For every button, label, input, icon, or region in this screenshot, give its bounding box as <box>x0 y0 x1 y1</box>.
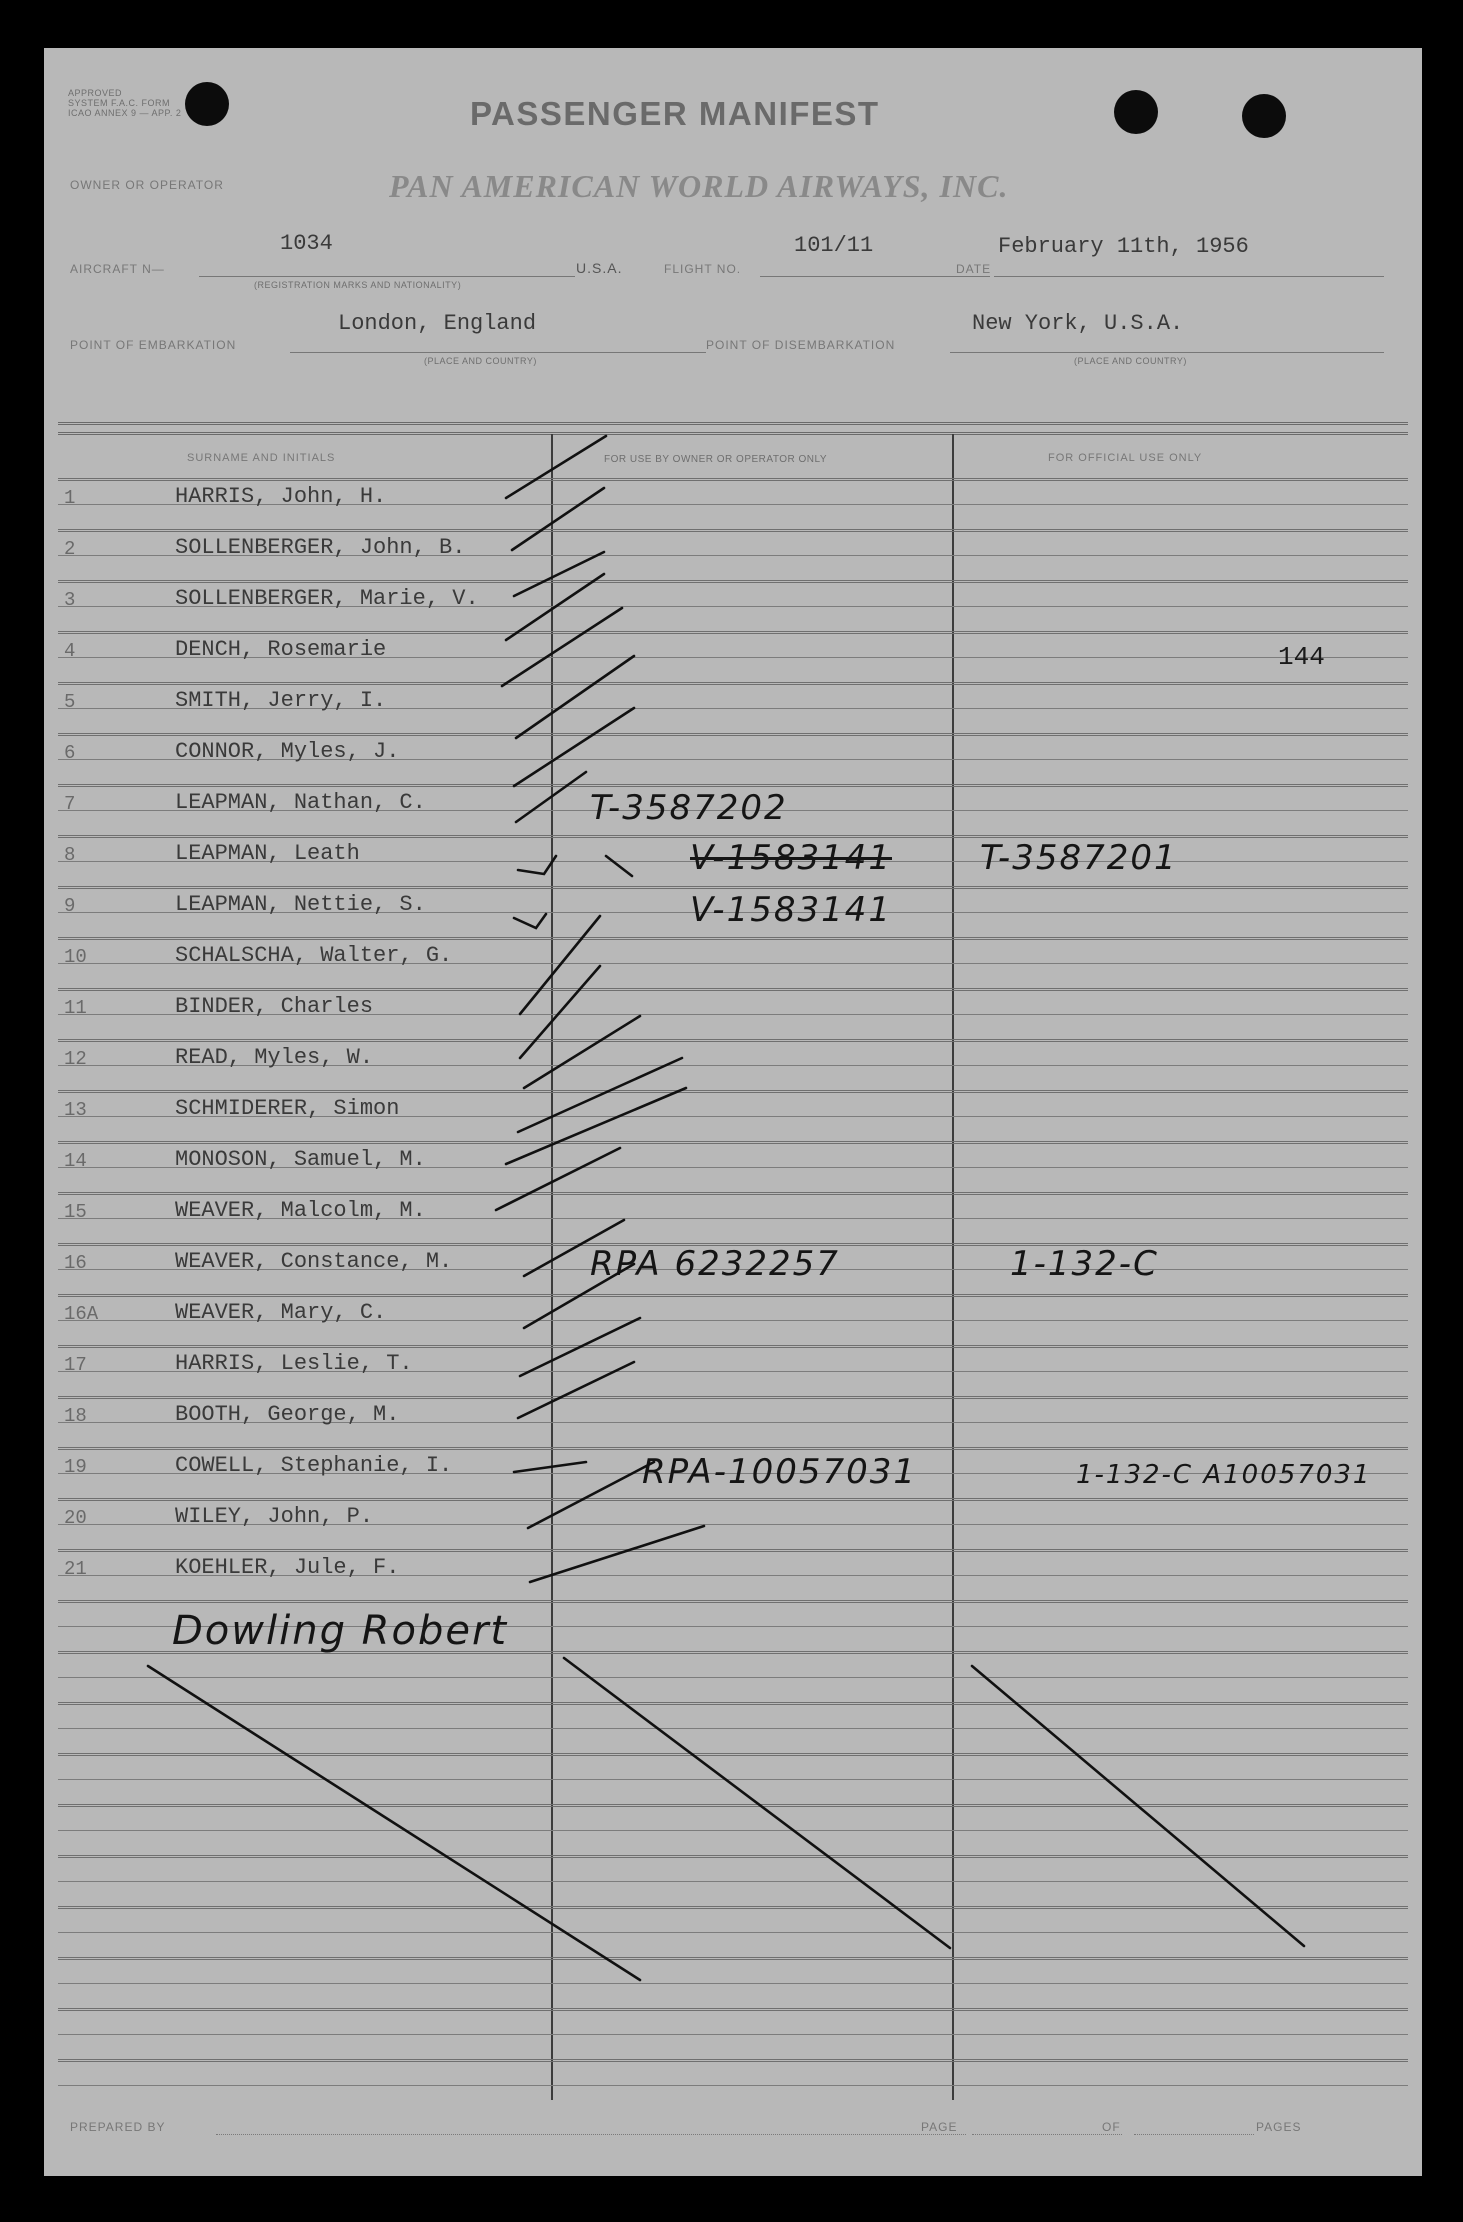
passenger-name: WEAVER, Malcolm, M. <box>175 1198 426 1223</box>
passenger-name: LEAPMAN, Nathan, C. <box>175 790 426 815</box>
row-number: 7 <box>64 793 76 815</box>
row-number: 14 <box>64 1150 87 1172</box>
passenger-name: LEAPMAN, Leath <box>175 841 360 866</box>
owner-note-row8: T-3587201 <box>980 838 1178 878</box>
ink-marks <box>44 48 1422 2176</box>
passenger-name: DENCH, Rosemarie <box>175 637 387 662</box>
check-marks <box>496 436 704 1582</box>
row-number: 5 <box>64 691 76 713</box>
passenger-name: HARRIS, John, H. <box>175 484 387 509</box>
passenger-name: READ, Myles, W. <box>175 1045 374 1070</box>
passenger-name: LEAPMAN, Nettie, S. <box>175 892 426 917</box>
disembarkation-label: POINT OF DISEMBARKATION <box>706 338 896 352</box>
row-number: 16 <box>64 1252 87 1274</box>
void-lines <box>148 1658 1304 1980</box>
embarkation-value: London, England <box>338 311 537 336</box>
owner-note-row9: V-1583141 <box>690 890 892 930</box>
passenger-name: SMITH, Jerry, I. <box>175 688 387 713</box>
row-number: 3 <box>64 589 76 611</box>
row-number: 2 <box>64 538 76 560</box>
page-title: PASSENGER MANIFEST <box>470 95 880 132</box>
passenger-name: MONOSON, Samuel, M. <box>175 1147 426 1172</box>
passenger-name: KOEHLER, Jule, F. <box>175 1555 400 1580</box>
of-label: OF <box>1102 2120 1121 2134</box>
row-number: 6 <box>64 742 76 764</box>
flight-label: FLIGHT NO. <box>664 262 742 276</box>
row-number: 20 <box>64 1507 87 1529</box>
passenger-name: SCHMIDERER, Simon <box>175 1096 400 1121</box>
row-number: 10 <box>64 946 87 968</box>
prepared-by-underline <box>216 2134 966 2135</box>
of-underline <box>1134 2134 1254 2135</box>
row-number: 17 <box>64 1354 87 1376</box>
place-note: (PLACE AND COUNTRY) <box>424 356 537 366</box>
passenger-name: BINDER, Charles <box>175 994 374 1019</box>
row-number: 19 <box>64 1456 87 1478</box>
aircraft-label: AIRCRAFT N— <box>70 262 165 276</box>
passenger-name: WEAVER, Constance, M. <box>175 1249 453 1274</box>
row-number: 8 <box>64 844 76 866</box>
owner-note-row19: RPA-10057031 <box>642 1452 918 1492</box>
date-value: February 11th, 1956 <box>998 234 1249 259</box>
passenger-name: HARRIS, Leslie, T. <box>175 1351 413 1376</box>
place-note: (PLACE AND COUNTRY) <box>1074 356 1187 366</box>
row-number: 18 <box>64 1405 87 1427</box>
row-number: 11 <box>64 997 87 1019</box>
owner-label: OWNER OR OPERATOR <box>70 178 224 192</box>
row-number: 16A <box>64 1303 99 1325</box>
column-header-name: SURNAME AND INITIALS <box>187 452 336 464</box>
nationality: U.S.A. <box>576 260 623 276</box>
pages-label: PAGES <box>1256 2120 1302 2134</box>
column-header-owner: FOR USE BY OWNER OR OPERATOR ONLY <box>604 454 828 465</box>
row-number: 9 <box>64 895 76 917</box>
owner-note-row16: RPA 6232257 <box>590 1244 840 1284</box>
row-number: 13 <box>64 1099 87 1121</box>
page-underline <box>972 2134 1122 2135</box>
operator-name: PAN AMERICAN WORLD AIRWAYS, INC. <box>389 168 1009 204</box>
passenger-name: SCHALSCHA, Walter, G. <box>175 943 453 968</box>
row-number: 12 <box>64 1048 87 1070</box>
passenger-name: CONNOR, Myles, J. <box>175 739 400 764</box>
passenger-name: SOLLENBERGER, John, B. <box>175 535 466 560</box>
owner-note-row7: T-3587202 <box>590 788 788 828</box>
passenger-name: WILEY, John, P. <box>175 1504 374 1529</box>
disembarkation-value: New York, U.S.A. <box>972 311 1184 336</box>
passenger-name: BOOTH, George, M. <box>175 1402 400 1427</box>
official-note-row19: 1-132-C A10057031 <box>1076 1460 1372 1490</box>
row-number: 4 <box>64 640 76 662</box>
passenger-name: WEAVER, Mary, C. <box>175 1300 387 1325</box>
row-number: 1 <box>64 487 76 509</box>
passenger-name: SOLLENBERGER, Marie, V. <box>175 586 479 611</box>
form-code: APPROVED SYSTEM F.A.C. FORM ICAO ANNEX 9 — APP. 2 <box>68 88 182 118</box>
column-header-official: FOR OFFICIAL USE ONLY <box>1048 452 1203 464</box>
date-label: DATE <box>956 262 992 276</box>
passenger-name: COWELL, Stephanie, I. <box>175 1453 453 1478</box>
manifest-sheet <box>44 48 1422 2176</box>
page-label: PAGE <box>921 2120 958 2134</box>
prepared-by-label: PREPARED BY <box>70 2120 166 2134</box>
official-note-row16: 1-132-C <box>1010 1244 1159 1284</box>
flight-number: 101/11 <box>794 233 874 258</box>
owner-note-row8-struck: V-1583141 <box>690 838 892 878</box>
row-number: 21 <box>64 1558 87 1580</box>
official-note-row4: 144 <box>1278 642 1325 672</box>
aircraft-number: 1034 <box>280 231 333 256</box>
row-number: 15 <box>64 1201 87 1223</box>
embarkation-label: POINT OF EMBARKATION <box>70 338 237 352</box>
handwritten-name: Dowling Robert <box>172 1608 509 1654</box>
registration-note: (REGISTRATION MARKS AND NATIONALITY) <box>254 280 462 290</box>
